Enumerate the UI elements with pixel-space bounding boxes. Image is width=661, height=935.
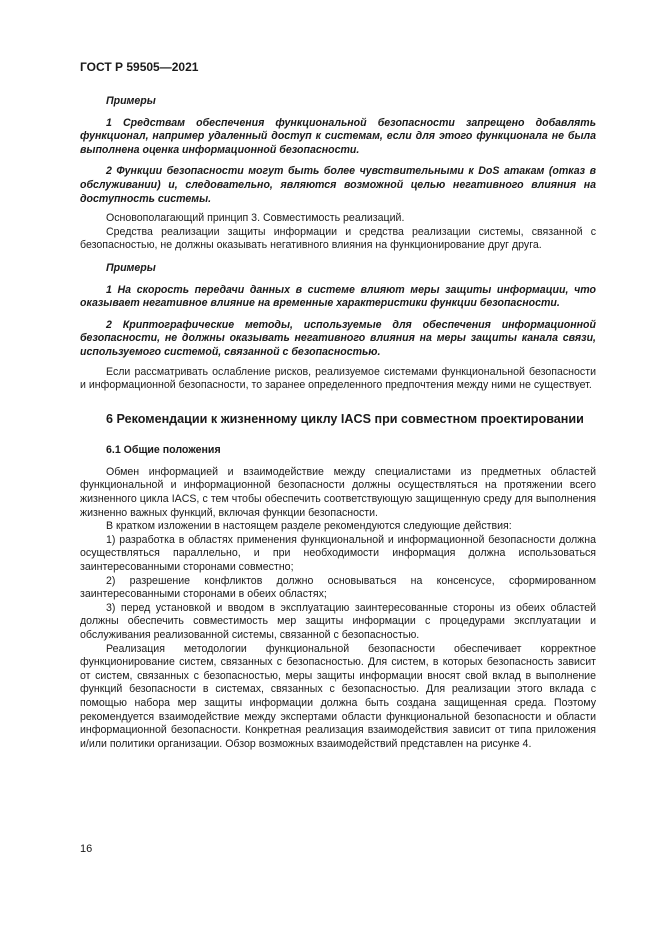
list-item: 2) разрешение конфликтов должно основываться на консенсусе, сформированном заинтересованными сторонами в обеих областях; bbox=[80, 574, 596, 601]
example-item: 1 На скорость передачи данных в системе влияют меры защиты информации, что оказывает негативное влияние на временные характеристики функции безопасности. bbox=[80, 283, 596, 310]
body-paragraph: В кратком изложении в настоящем разделе рекомендуются следующие действия: bbox=[106, 520, 512, 533]
section-heading: 6 Рекомендации к жизненному циклу IACS при совместном проектировании bbox=[106, 411, 584, 426]
example-item: 1 Средствам обеспечения функциональной безопасности запрещено добавлять функционал, например удаленный доступ к системам, если для этого функционала не была выполнена оценка информационной безопасности. bbox=[80, 116, 596, 156]
page-number: 16 bbox=[80, 843, 93, 855]
body-paragraph: Реализация методологии функциональной безопасности обеспечивает корректное функционирование систем, связанных с безопасностью. Для систем, в которых безопасность зависит от систем, связанных с безопасностью, меры защиты информации вносят свой вклад в выполнение функций безопасности в системах, связанных с безопасностью. Для реализации этого вклада с помощью набора мер защиты информации должна быть создана защищенная среда. Поэтому рекомендуется взаимодействие между экспертами области функциональной безопасности и области информационной безопасности. Конкретная реализация взаимодействия зависит от типа приложения и/или политики организации. Обзор возможных взаимодействий представлен на рисунке 4. bbox=[80, 642, 596, 750]
body-paragraph: Основополагающий принцип 3. Совместимость реализаций. bbox=[106, 212, 405, 225]
list-item: 3) перед установкой и вводом в эксплуатацию заинтересованные стороны из обеих областей должны обеспечить совместимость мер защиты информации с процедурами эксплуатации и обслуживания реализованной системы, связанной с безопасностью. bbox=[80, 601, 596, 641]
body-paragraph: Обмен информацией и взаимодействие между специалистами из предметных областей функциональной и информационной безопасности должны осуществляться на протяжении всего жизненного цикла IACS, с тем чтобы обеспечить соответствующую защищенную среду для выполнения жизненно важных функций, включая функции безопасности. bbox=[80, 465, 596, 519]
examples-label: Примеры bbox=[106, 261, 156, 274]
example-item: 2 Криптографические методы, используемые для обеспечения информационной безопасности, не должны оказывать негативного влияния на меры защиты канала связи, используемого системой, связанной с безопасностью. bbox=[80, 318, 596, 358]
example-item: 2 Функции безопасности могут быть более чувствительными к DoS атакам (отказ в обслуживании) и, следовательно, являются возможной целью негативного влияния на доступность системы. bbox=[80, 165, 596, 205]
standard-id-header: ГОСТ Р 59505—2021 bbox=[80, 60, 199, 74]
list-item: 1) разработка в областях применения функциональной и информационной безопасности должна осуществляться параллельно, и при необходимости информация должна использоваться заинтересованными сторонами совместно; bbox=[80, 533, 596, 574]
body-paragraph: Если рассматривать ослабление рисков, реализуемое системами функциональной безопасности и информационной безопасности, то заранее определенного предпочтения между ними не существует. bbox=[80, 365, 596, 392]
page-content bbox=[80, 86, 596, 751]
subsection-heading: 6.1 Общие положения bbox=[106, 444, 221, 457]
body-paragraph: Средства реализации защиты информации и средства реализации системы, связанной с безопасностью, не должны оказывать негативного влияния на функционирование друг друга. bbox=[80, 225, 596, 252]
examples-label: Примеры bbox=[106, 95, 156, 107]
